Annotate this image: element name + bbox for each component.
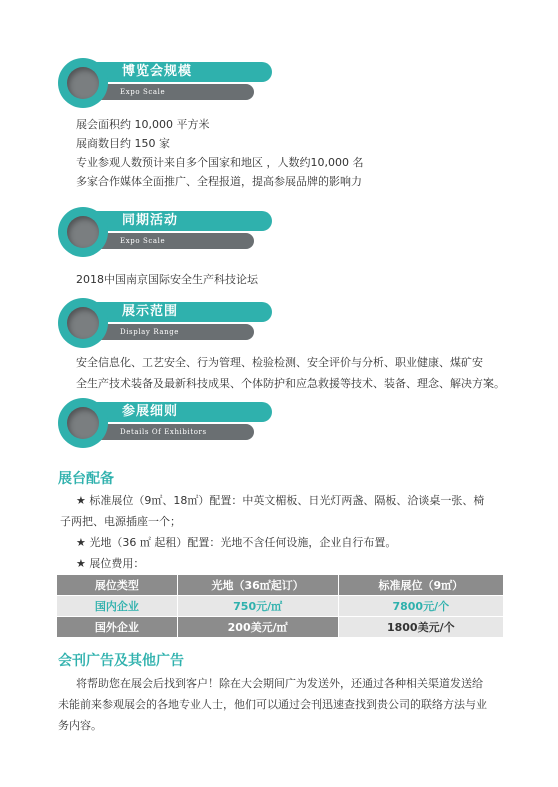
booth-list bbox=[60, 490, 516, 574]
section-title: 展示范围 bbox=[122, 304, 179, 319]
table-header-cell: 光地（36㎡起订） bbox=[177, 575, 338, 596]
booth-line: 子两把、电源插座一个； bbox=[60, 515, 181, 528]
display-line: 安全信息化、工艺安全、行为管理、检验检测、安全评价与分析、职业健康、煤矿安 bbox=[76, 356, 483, 369]
header-bar-top bbox=[92, 211, 272, 231]
table-cell: 7800元/个 bbox=[338, 596, 503, 617]
ads-text bbox=[58, 673, 520, 736]
display-range-text bbox=[76, 352, 516, 394]
table-cell: 750元/㎡ bbox=[177, 596, 338, 617]
header-bar-bottom bbox=[92, 233, 254, 249]
section-header-details bbox=[58, 394, 273, 458]
section-title: 博览会规模 bbox=[122, 64, 193, 79]
table-cell: 1800美元/个 bbox=[338, 617, 503, 638]
section-subtitle: Expo Scale bbox=[120, 237, 166, 245]
section-header-display-range bbox=[58, 294, 273, 358]
booth-heading: 展台配备 bbox=[58, 471, 114, 487]
table-row bbox=[57, 596, 504, 617]
table-header-cell: 展位类型 bbox=[57, 575, 178, 596]
scale-line: 展会面积约 10,000 平方米 bbox=[76, 118, 210, 131]
scale-line: 多家合作媒体全面推广、全程报道，提高参展品牌的影响力 bbox=[76, 175, 362, 188]
section-title: 参展细则 bbox=[122, 404, 179, 419]
table-cell: 国外企业 bbox=[57, 617, 178, 638]
table-header-cell: 标准展位（9㎡） bbox=[338, 575, 503, 596]
display-line: 全生产技术装备及最新科技成果、个体防护和应急救援等技术、装备、理念、解决方案。 bbox=[76, 377, 505, 390]
ads-line: 务内容。 bbox=[58, 719, 102, 732]
booth-line: ★ 标准展位（9㎡、18㎡）配置：中英文楣板、日光灯两盏、隔板、洽谈桌一张、椅 bbox=[76, 494, 485, 507]
circle-icon bbox=[58, 58, 108, 108]
circle-icon bbox=[58, 398, 108, 448]
header-bar-top bbox=[92, 302, 272, 322]
header-bar-top bbox=[92, 402, 272, 422]
ads-heading: 会刊广告及其他广告 bbox=[58, 653, 184, 669]
ads-line: 未能前来参观展会的各地专业人士，他们可以通过会刊迅速查找到贵公司的联络方法与业 bbox=[58, 698, 487, 711]
section-header-expo-scale bbox=[58, 54, 273, 118]
scale-list bbox=[76, 115, 363, 191]
section-subtitle: Display Range bbox=[120, 328, 180, 336]
fee-table bbox=[56, 574, 504, 638]
scale-line: 专业参观人数预计来自多个国家和地区 ，人数约10,000 名 bbox=[76, 156, 364, 169]
ads-line: 将帮助您在展会后找到客户！除在大会期间广为发送外，还通过各种相关渠道发送给 bbox=[76, 677, 483, 690]
booth-line: ★ 光地（36 ㎡ 起租）配置：光地不含任何设施，企业自行布置。 bbox=[76, 536, 397, 549]
header-bar-bottom bbox=[92, 84, 254, 100]
concurrent-event: 2018中国南京国际安全生产科技论坛 bbox=[76, 273, 258, 286]
circle-icon bbox=[58, 207, 108, 257]
table-header-row bbox=[57, 575, 504, 596]
circle-icon bbox=[58, 298, 108, 348]
section-subtitle: Expo Scale bbox=[120, 88, 166, 96]
booth-line: ★ 展位费用： bbox=[76, 557, 145, 570]
table-cell: 200美元/㎡ bbox=[177, 617, 338, 638]
section-title: 同期活动 bbox=[122, 213, 179, 228]
scale-line: 展商数目约 150 家 bbox=[76, 137, 170, 150]
section-header-concurrent bbox=[58, 203, 273, 267]
table-row bbox=[57, 617, 504, 638]
section-subtitle: Details Of Exhibitors bbox=[120, 428, 207, 436]
table-cell: 国内企业 bbox=[57, 596, 178, 617]
